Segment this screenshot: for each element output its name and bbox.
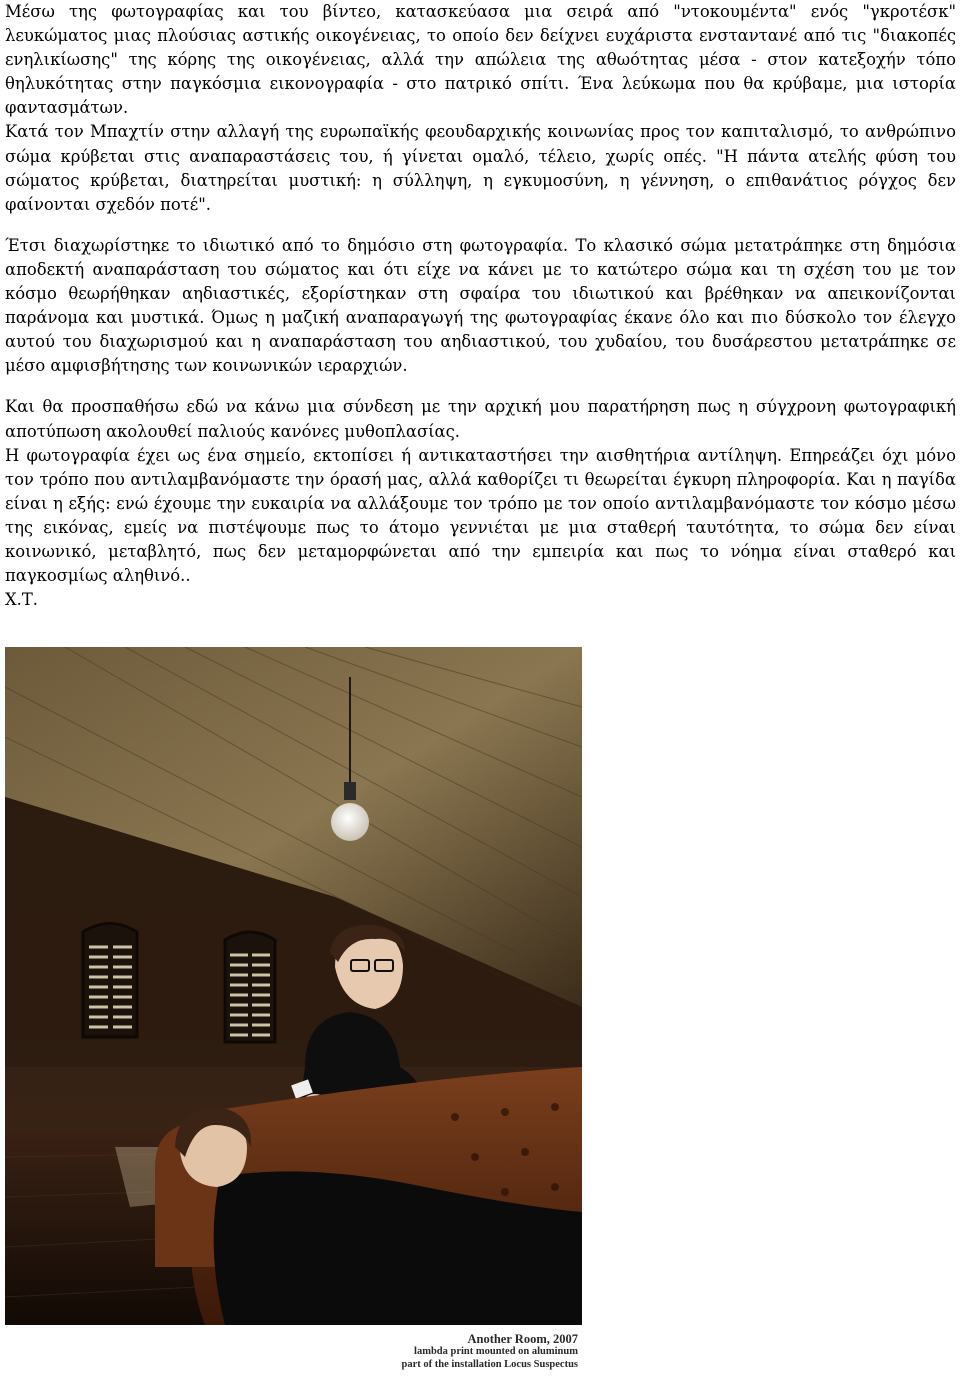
ceiling-lamp (331, 803, 369, 841)
paragraph-connection: Και θα προσπαθήσω εδώ να κάνω μια σύνδεση με την αρχική μου παρατήρηση πως η σύγχρονη φωτογραφική αποτύπωση ακολουθεί παλιούς κανόνες μυθοπλασίας. (5, 397, 956, 441)
caption-installation: part of the installation Locus Suspectus (401, 1358, 578, 1370)
article-text (5, 0, 956, 612)
paragraph-private-public: Έτσι διαχωρίστηκε το ιδιωτικό από το δημόσιο στη φωτογραφία. Το κλασικό σώμα μετατράπηκε στη δημόσια αποδεκτή αναπαράσταση του σώματος και ότι είχε να κάνει με το κατώτερο σώμα και τη σχέση του με τον κόσμο θεωρήθηκαν αηδιαστικές, εξορίστηκαν στη σφαίρα του ιδιωτικού και βρέθηκαν να απεικονίζονται παράνομα και μυστικά. Όμως η μαζική αναπαραγωγή της φωτογραφίας έκανε όλο και πιο δύσκολο τον έλεγχο αυτού του διαχωρισμού και η αναπαράσταση του αηδιαστικού, του χυδαίου, του δυσάρεστου μετατράπηκε σε μέσο αμφισβήτησης των κοινωνικών ιεραρχιών. (5, 235, 956, 376)
paragraph-bakhtin: Κατά τον Μπαχτίν στην αλλαγή της ευρωπαϊκής φεουδαρχικής κοινωνίας προς τον καπιταλισμό, το ανθρώπινο σώμα κρύβεται στις αναπαραστάσεις του, ή γίνεται ομαλό, τέλειο, χωρίς οπές. "Η πάντα ατελής φύση του σώματος κρύβεται, διατηρείται μυστική: η σύλληψη, η εγκυμοσύνη, η γέννηση, ο επιθανάτιος ρόγχος δεν φαίνονται σχεδόν ποτέ". (5, 122, 956, 214)
paragraph-album: Μέσω της φωτογραφίας και του βίντεο, κατασκεύασα μια σειρά από "ντοκουμέντα" ενός "γκροτέσκ" λευκώματος μιας πλούσιας αστικής οικογένειας, το οποίο δεν δείχνει ευχάριστα ενσταντανέ από τις "διακοπές ενηλικίωσης" της κόρης της οικογένειας, αλλά την απώλεια της αθωότητας μέσα - στον κατεξοχήν τόπο θηλυκότητας στην παγκόσμια εικονογραφία - στο πατρικό σπίτι. Ένα λεύκωμα που θα κρύβαμε, μια ιστορία φαντασμάτων. (5, 2, 956, 118)
artwork-caption (370, 1332, 578, 1371)
window-right (225, 932, 275, 1042)
caption-title: Another Room, 2007 (467, 1332, 578, 1346)
artwork-photo (5, 647, 582, 1325)
caption-medium: lambda print mounted on aluminum (414, 1346, 578, 1357)
window-left (83, 924, 137, 1038)
author-initials: Χ.Τ. (5, 590, 39, 610)
paragraph-photography: Η φωτογραφία έχει ως ένα σημείο, εκτοπίσει ή αντικαταστήσει την αισθητήρια αντίληψη. Επηρεάζει όχι μόνο τον τρόπο που αντιλαμβανόμαστε την όρασή μας, αλλά καθορίζει τι θεωρείται έγκυρη πληροφορία. Και η παγίδα είναι η εξής: ενώ έχουμε την ευκαιρία να αλλάξουμε τον τρόπο με τον οποίο αντιλαμβανόμαστε τον κόσμο μέσω της εικόνας, εμείς να πιστέψουμε πως το άτομο γεννιέται με μια σταθερή ταυτότητα, το σώμα δεν είναι κοινωνικό, μεταβλητό, πως δεν μεταμορφώνεται από την εμπειρία και πως το νόημα είναι σταθερό και παγκοσμίως αληθινό.. (5, 445, 956, 586)
